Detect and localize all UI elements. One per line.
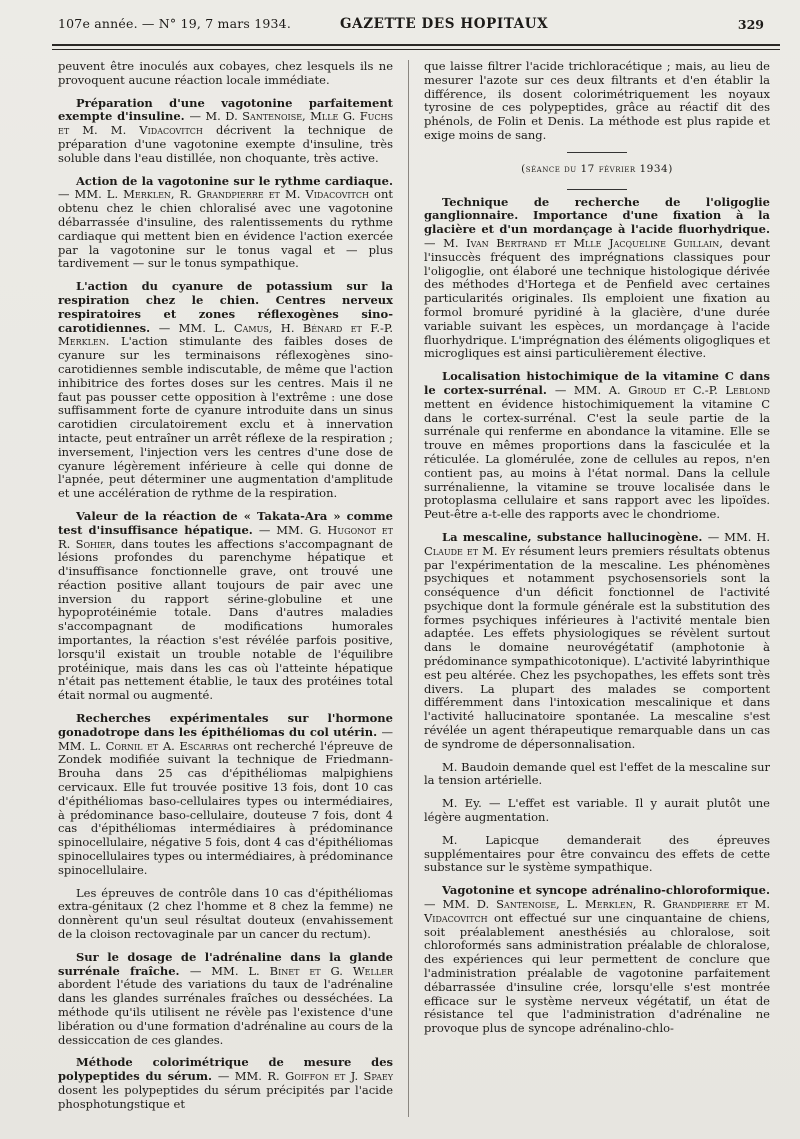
continued-paragraph: peuvent être inoculés aux cobayes, chez lesquels ils ne provoquent aucune réaction locale immédiate. xyxy=(58,59,393,87)
abstract-authors: — M. D. Santenoise, Mlle G. Fuchs et M. M. Vidacovitch xyxy=(58,109,393,138)
abstract-title: Méthode colorimétrique de mesure des polypeptides du sérum. xyxy=(58,1055,393,1084)
abstract-authors: — MM. L. Cornil et A. Escarras xyxy=(58,724,393,753)
abstract-item xyxy=(58,280,393,501)
abstract-item xyxy=(424,370,770,522)
abstract-title: Valeur de la réaction de « Takata-Ara » comme test d'insuffisance hépatique. xyxy=(58,508,393,537)
abstract-title: Sur le dosage de l'adrénaline dans la glande surrénale fraîche. xyxy=(58,949,393,978)
abstract-authors: — MM. L. Binet et G. Weller xyxy=(189,963,393,978)
abstract-item xyxy=(424,196,770,362)
abstract-authors: — MM. D. Santenoise, L. Merklen, R. Grandpierre et M. Vidacovitch xyxy=(424,897,770,925)
page-number: 329 xyxy=(737,17,764,32)
abstract-title: Action de la vagotonine sur le rythme cardiaque. xyxy=(76,173,393,188)
header-rule xyxy=(52,44,780,50)
abstract-item xyxy=(58,712,393,878)
left-column xyxy=(58,60,393,1121)
abstract-item xyxy=(58,175,393,272)
paragraph: Les épreuves de contrôle dans 10 cas d'épithéliomas extra-génitaux (2 chez l'homme et 8 chez la femme) ne donnèrent qu'un seul résultat douteux (envahissement de la cloison rectovaginale par un cancer du rectum). xyxy=(58,885,393,942)
abstract-authors: — MM. G. Hugonot et R. Sohier, xyxy=(58,522,393,551)
abstract-title: Vagotonine et syncope adrénalino-chloroformique. xyxy=(442,883,770,898)
abstract-body: abordent l'étude des variations du taux de l'adrénaline dans les glandes surrénales fraîches ou desséchées. La méthode qu'ils utilisent ne révèle pas l'existence d'une libération ou d'une formation d'adrénaline au cours de la dessiccation de ces glandes. xyxy=(58,977,393,1047)
continued-paragraph: que laisse filtrer l'acide trichloracétique ; mais, au lieu de mesurer l'azote sur ces deux filtrants et d'en établir la différence, ils dosent colorimétriquement les noyaux tyrosine de ces polypeptides, grâce au réactif dit des phénols, de Folin et Denis. La méthode est plus rapide et exige moins de sang. xyxy=(424,59,770,142)
session-label: (séance du 17 février 1934) xyxy=(521,162,673,175)
abstract-body: ont recherché l'épreuve de Zondek modifiée suivant la technique de Friedmann-Brouha dans 25 cas d'épithéliomas malpighiens cervicaux. Elle fut trouvée positive 13 fois, dont 10 cas d'épithéliomas baso-cellulaires types ou intermédiaires, à prédominance baso-cellulaire, douteuse 7 fois, dont 4 cas d'épithéliomas intermédiaires à prédominance spinocellulaire, négative 5 fois, dont 4 cas d'épithéliomas spinocellulaires types ou intermédiaires, à prédominance spinocellulaire. xyxy=(58,738,393,877)
abstract-body: devant l'insuccès fréquent des imprégnations classiques pour l'oligoglie, ont élaboré une technique histologique dérivée des méthodes d'Hortega et de Penfield avec certaines particularités originales. Ils emploient une fixation au formol bromuré pyridiné à la glacière, d'une durée variable suivant les espèces, un mordançage à l'acide fluorhydrique. L'imprégnation des éléments oligogliques et microgliques est ainsi particulièrement élective. xyxy=(424,235,770,361)
abstract-authors: — MM. H. Claude et M. Ey xyxy=(424,529,771,558)
abstract-body: ont effectué sur une cinquantaine de chiens, soit préalablement anesthésiés au chloralose, soit chloroformés sans administration préalable de chloralose, des expériences qui leur permettent de conclure que l'administration préalable de vagotonine parfaitement débarrassée d'insuline crée, lorsqu'elle s'est montrée efficace sur le système nerveux végétatif, un état de résistance tel que l'administration d'adrénaline ne provoque plus de syncope adrénalino-chlo- xyxy=(424,910,770,1036)
abstract-item xyxy=(58,510,393,703)
abstract-authors: — M. Ivan Bertrand et Mlle Jacqueline Guillain, xyxy=(424,235,723,250)
abstract-item xyxy=(58,951,393,1048)
abstract-item xyxy=(424,884,770,1036)
abstract-authors: — MM. L. Merklen, R. Grandpierre et M. Vidacovitch xyxy=(58,187,369,202)
abstract-title: Technique de recherche de l'oligoglie ganglionnaire. Importance d'une fixation à la glacière et d'un mordançage à l'acide fluorhydrique. xyxy=(424,194,770,237)
abstract-body: dosent les polypeptides du sérum précipités par l'acide phosphotungstique et xyxy=(58,1082,393,1111)
abstract-title: L'action du cyanure de potassium sur la respiration chez le chien. Centres nerveux respiratoires et zones réflexogènes sino-carotidiennes. xyxy=(58,279,393,335)
abstract-body: ont obtenu chez le chien chloralisé avec une vagotonine débarrassée d'insuline, des ralentissements du rythme cardiaque qui mettent bien en évidence l'action exercée par la vagotonine sur le tonus vagal et — plus tardivement — sur le tonus sympathique. xyxy=(58,187,394,271)
running-header-title: GAZETTE DES HOPITAUX xyxy=(340,16,549,32)
abstract-title: La mescaline, substance hallucinogène. xyxy=(442,529,708,544)
session-rule-top xyxy=(567,152,627,153)
paragraph: M. Baudoin demande quel est l'effet de la mescaline sur la tension artérielle. xyxy=(424,759,770,788)
abstract-authors: — MM. A. Giroud et C.-P. Leblond xyxy=(554,382,770,397)
abstract-body: décrivent la technique de préparation d'une vagotonine exempte d'insuline, très soluble dans l'eau distillée, non choquante, très active. xyxy=(58,123,394,165)
abstract-title: Localisation histochimique de la vitamine C dans le cortex-surrénal. xyxy=(424,369,770,397)
abstract-item xyxy=(58,1056,393,1111)
right-column xyxy=(424,60,770,1045)
abstract-authors: — MM. R. Goiffon et J. Spaey xyxy=(217,1069,393,1084)
right-column-items xyxy=(424,196,770,1036)
abstract-title: Préparation d'une vagotonine parfaitement exempte d'insuline. xyxy=(58,95,393,124)
abstract-body: mettent en évidence histochimiquement la vitamine C dans le cortex-surrénal. C'est la seule partie de la surrénale qui renferme en abondance la vitamine. Elle se trouve en mêmes proportions dans la fasciculée et la réticulée. La glomérulée, zone de cellules au repos, n'en contient pas, au moins à l'état normal. Dans la cellule surrénalienne, la vitamine se trouve localisée dans le protoplasma cellulaire et sans rapport avec les lipoïdes. Peut-être a-t-elle des rapports avec le chondriome. xyxy=(424,396,770,522)
abstract-body: L'action stimulante des faibles doses de cyanure sur les terminaisons réflexogènes sino-carotidiennes semble indiscutable, de même que l'action inhibitrice des fortes doses sur les centres. Mais il ne faut pas pousser cette opposition à l'extrême : une dose suffisamment forte de cyanure introduite dans un sinus carotidien circulatoirement exclu et à innervation intacte, peut entraîner un arrêt réflexe de la respiration ; inversement, l'injection vers les centres d'une dose de cyanure légèrement inférieure à celle qui donne de l'apnée, peut déterminer une augmentation d'amplitude et une accélération de rythme de la respiration. xyxy=(58,334,393,501)
paragraph: M. Ey. — L'effet est variable. Il y aurait plutôt une légère augmentation. xyxy=(424,796,770,825)
abstract-body: résument leurs premiers résultats obtenus par l'expérimentation de la mescaline. Les phénomènes psychiques et notamment psychosensoriels sont la conséquence d'un déficit fonctionnel de l'activité psychique dont la formule générale est la substitution des formes psychiques inférieures à l'activité mentale bien adaptée. Les effets physiologiques se révèlent surtout dans le domaine neurovégétatif (amphotonie à prédominance sympathicotonique). L'activité labyrinthique est peu altérée. Chez les psychopathes, les effets sont très divers. La plupart des malades se comportent différemment dans l'intoxication mescalinique et dans l'activité hallucinatoire spontanée. La mescaline s'est révélée un agent thérapeutique remarquable dans un cas de syndrome de dépersonnalisation. xyxy=(424,543,770,751)
abstract-item xyxy=(424,531,770,752)
running-header-issue: 107e année. — N° 19, 7 mars 1934. xyxy=(58,16,291,31)
column-divider xyxy=(408,60,409,1117)
right-column-continuation xyxy=(424,60,770,143)
abstract-item xyxy=(58,97,393,166)
abstract-authors: — MM. L. Camus, H. Bénard et F.-P. Merklen. xyxy=(58,320,393,349)
session-rule-bottom xyxy=(567,189,627,190)
abstract-body: dans toutes les affections s'accompagnant de lésions profondes du parenchyme hépatique et d'insuffisance fonctionnelle grave, ont trouvé une réaction positive allant toujours de pair avec une inversion du rapport sérine-globuline et une hypoprotéinémie totale. Dans d'autres maladies s'accompagnant de modifications humorales importantes, la réaction s'est révélée parfois positive, lorsqu'il existait un trouble notable de l'équilibre protéinique, mais dans les cas où l'atteinte hépatique n'était pas nettement établie, le taux des protéines total était normal ou augmenté. xyxy=(58,536,393,703)
paragraph: M. Lapicque demanderait des épreuves supplémentaires pour être convaincu des effets de cette substance sur le système sympathique. xyxy=(424,832,770,875)
abstract-title: Recherches expérimentales sur l'hormone gonadotrope dans les épithéliomas du col utérin. xyxy=(58,711,393,739)
